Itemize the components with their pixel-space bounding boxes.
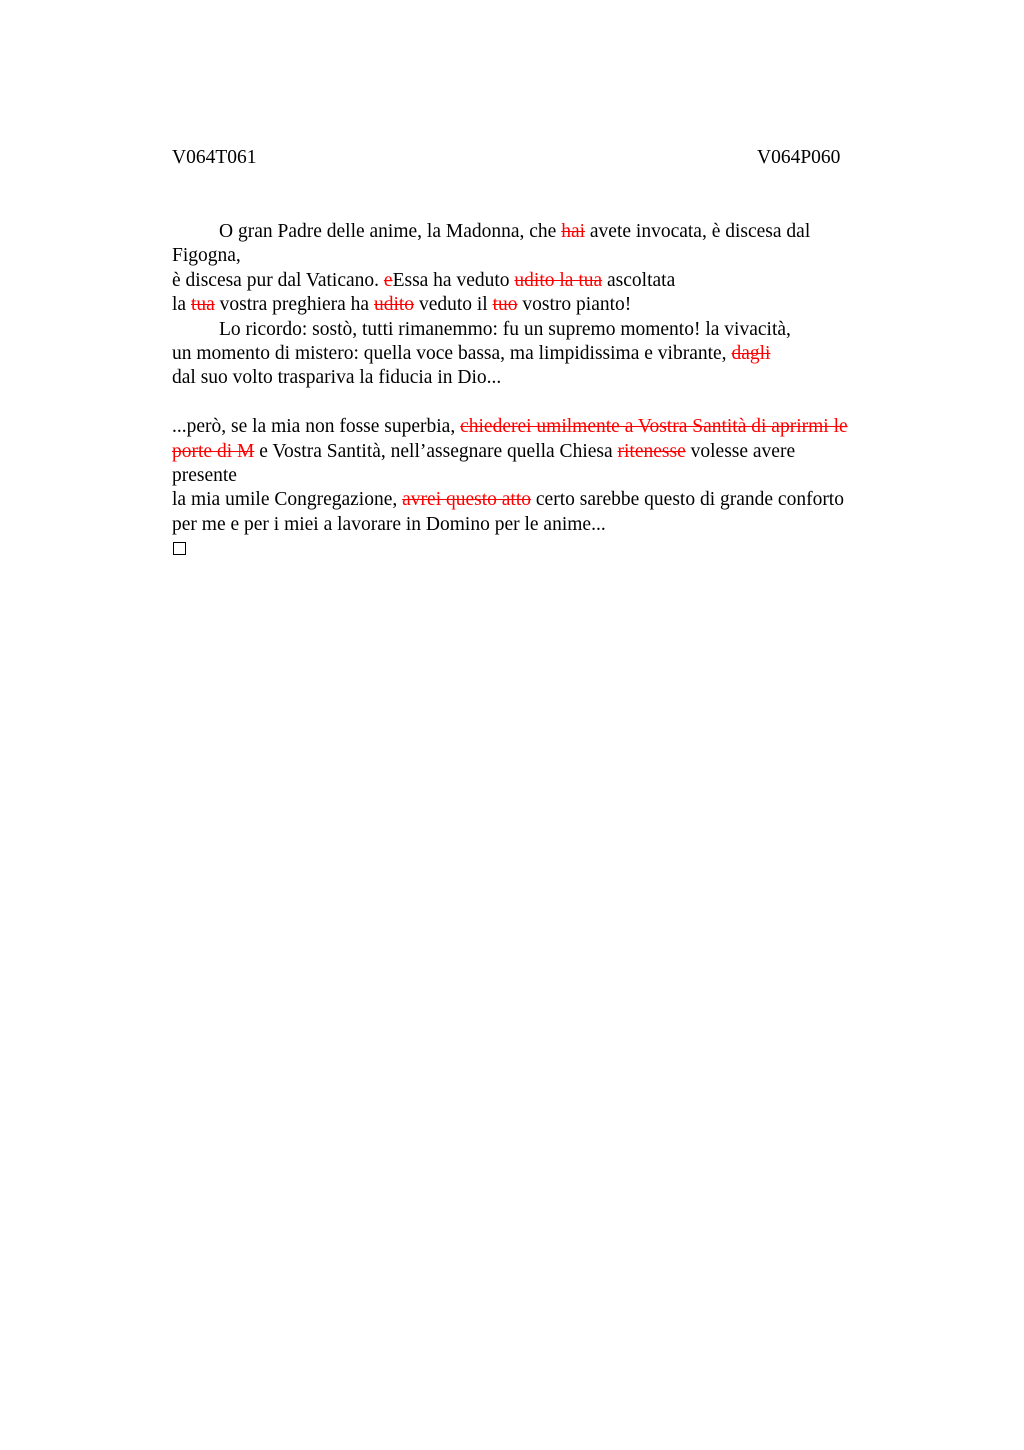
p2-line1: Lo ricordo: sostò, tutti rimanemmo: fu un supremo momento! la vivacità, xyxy=(219,318,791,340)
deleted-text: udito la tua xyxy=(514,269,603,291)
deleted-text: avrei questo atto xyxy=(402,489,532,511)
text: la xyxy=(172,294,191,316)
text: è discesa pur dal Vaticano. xyxy=(172,269,384,291)
text: un momento di mistero: quella voce bassa, ma limpidissima e vibrante, xyxy=(172,342,732,364)
text: ascoltata xyxy=(602,269,676,291)
p2-line3: dal suo volto traspariva la fiducia in Dio... xyxy=(172,367,502,389)
p3-line3: presente xyxy=(172,464,237,486)
deleted-text: porte di M xyxy=(172,440,255,462)
text: volesse avere xyxy=(685,440,796,462)
text: O gran Padre delle anime, la Madonna, che xyxy=(219,221,562,242)
header-right-code: V064P060 xyxy=(757,147,841,168)
paragraph-gap xyxy=(172,391,890,415)
deleted-text: udito xyxy=(373,294,415,316)
p3-line1 xyxy=(172,415,890,439)
empty-square-icon xyxy=(173,542,186,555)
end-marker xyxy=(172,537,890,561)
text: avete invocata, è discesa dal xyxy=(585,221,811,242)
deleted-text: hai xyxy=(561,221,586,242)
deleted-text: dagli xyxy=(731,342,771,364)
text: vostra preghiera ha xyxy=(214,294,374,316)
deleted-text: tuo xyxy=(492,294,518,316)
text: ...però, se la mia non fosse superbia, xyxy=(172,416,461,438)
deleted-text: tua xyxy=(190,294,215,316)
p3-line5: per me e per i miei a lavorare in Domino per le anime... xyxy=(172,513,606,535)
p1-line3 xyxy=(172,269,890,293)
p3-line2 xyxy=(172,440,890,464)
text: Essa ha veduto xyxy=(392,269,515,291)
document-body xyxy=(172,220,890,561)
p3-line4 xyxy=(172,488,890,512)
text: e Vostra Santità, nell’assegnare quella Chiesa xyxy=(254,440,618,462)
p2-line2 xyxy=(172,342,890,366)
deleted-text: chiederei umilmente a Vostra Santità di aprirmi le xyxy=(460,416,848,438)
text: vostro pianto! xyxy=(517,294,632,316)
text: la mia umile Congregazione, xyxy=(172,489,403,511)
p1-line2: Figogna, xyxy=(172,245,241,267)
text: certo sarebbe questo di grande conforto xyxy=(531,489,844,511)
text: veduto il xyxy=(414,294,493,316)
deleted-text: ritenesse xyxy=(617,440,686,462)
p1-line1 xyxy=(172,220,890,244)
p1-line4 xyxy=(172,293,890,317)
header-left-code: V064T061 xyxy=(172,147,257,168)
deleted-text: e xyxy=(383,269,393,291)
